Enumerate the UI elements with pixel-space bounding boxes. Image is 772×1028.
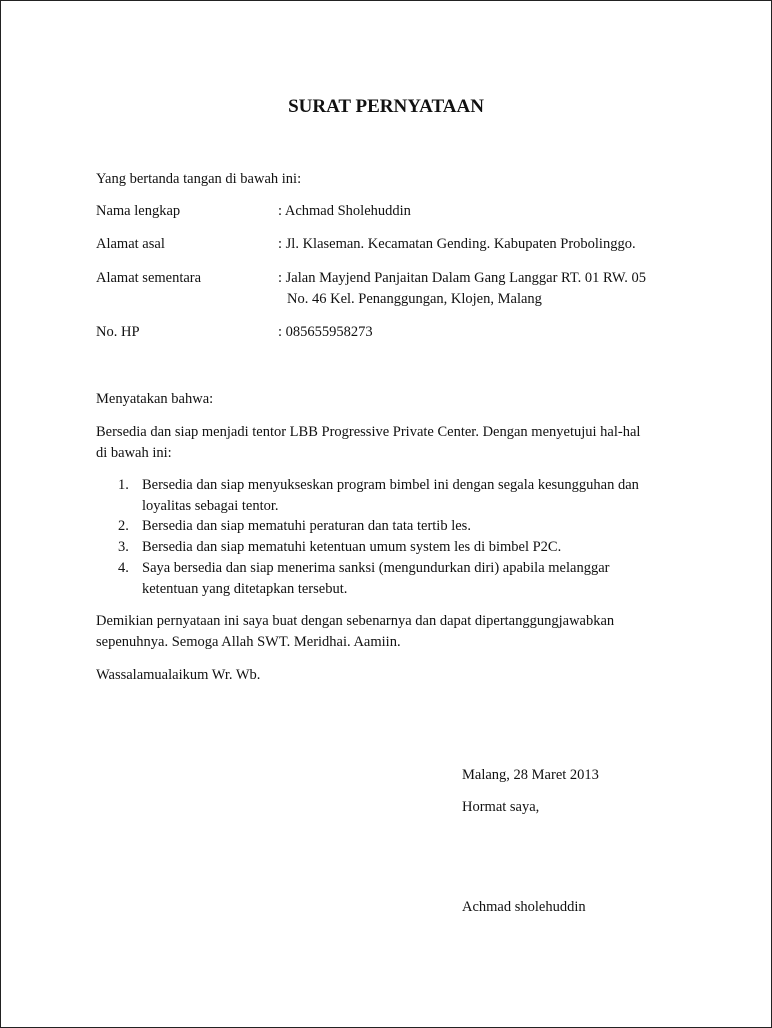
place-date: Malang, 28 Maret 2013: [462, 767, 599, 783]
field-value-line: No. 46 Kel. Penanggungan, Klojen, Malang: [287, 291, 542, 307]
list-item: [142, 537, 561, 558]
field-label-name: Nama lengkap: [96, 203, 181, 219]
list-item-line: Bersedia dan siap menyukseskan program bimbel ini dengan segala kesungguhan dan: [142, 477, 639, 493]
field-value-line: : Jalan Mayjend Panjaitan Dalam Gang Langgar RT. 01 RW. 05: [278, 270, 646, 286]
list-item: [142, 516, 471, 537]
list-item-line: loyalitas sebagai tentor.: [142, 498, 279, 514]
closing-line: sepenuhnya. Semoga Allah SWT. Meridhai. Aamiin.: [96, 634, 401, 650]
field-label-phone: No. HP: [96, 324, 140, 340]
field-value-origin-address: [278, 234, 636, 255]
field-label-temporary-address: Alamat sementara: [96, 270, 202, 286]
list-item: [142, 475, 639, 517]
document-title: SURAT PERNYATAAN: [288, 96, 484, 117]
list-item-number: 1.: [118, 477, 129, 493]
list-item-number: 4.: [118, 560, 129, 576]
list-item-line: Bersedia dan siap mematuhi ketentuan umum system les di bimbel P2C.: [142, 539, 562, 555]
closing-line: Demikian pernyataan ini saya buat dengan sebenarnya dan dapat dipertanggungjawabkan: [96, 613, 615, 629]
field-value-line: : 085655958273: [278, 324, 373, 340]
list-item-line: Saya bersedia dan siap menerima sanksi (mengundurkan diri) apabila melanggar: [142, 560, 610, 576]
statement-line: Bersedia dan siap menjadi tentor LBB Progressive Private Center. Dengan menyetujui hal-hal: [96, 424, 641, 440]
statement-line: di bawah ini:: [96, 445, 172, 461]
field-value-line: : Jl. Klaseman. Kecamatan Gending. Kabupaten Probolinggo.: [278, 236, 636, 252]
field-value-temporary-address: [278, 268, 646, 310]
field-label-origin-address: Alamat asal: [96, 236, 165, 252]
respect-closing: Hormat saya,: [462, 799, 540, 815]
declares-label: Menyatakan bahwa:: [96, 391, 214, 407]
field-value-name: [278, 201, 411, 222]
list-item-line: ketentuan yang ditetapkan tersebut.: [142, 581, 348, 597]
intro-text: Yang bertanda tangan di bawah ini:: [96, 171, 302, 187]
statement-paragraph: [96, 422, 640, 464]
list-item-number: 3.: [118, 539, 129, 555]
list-item: [142, 558, 609, 600]
field-value-line: : Achmad Sholehuddin: [278, 203, 411, 219]
salutation: Wassalamualaikum Wr. Wb.: [96, 667, 261, 683]
list-item-line: Bersedia dan siap mematuhi peraturan dan tata tertib les.: [142, 518, 471, 534]
signatory-name: Achmad sholehuddin: [462, 899, 586, 915]
list-item-number: 2.: [118, 518, 129, 534]
closing-paragraph: [96, 611, 614, 653]
field-value-phone: [278, 322, 373, 343]
